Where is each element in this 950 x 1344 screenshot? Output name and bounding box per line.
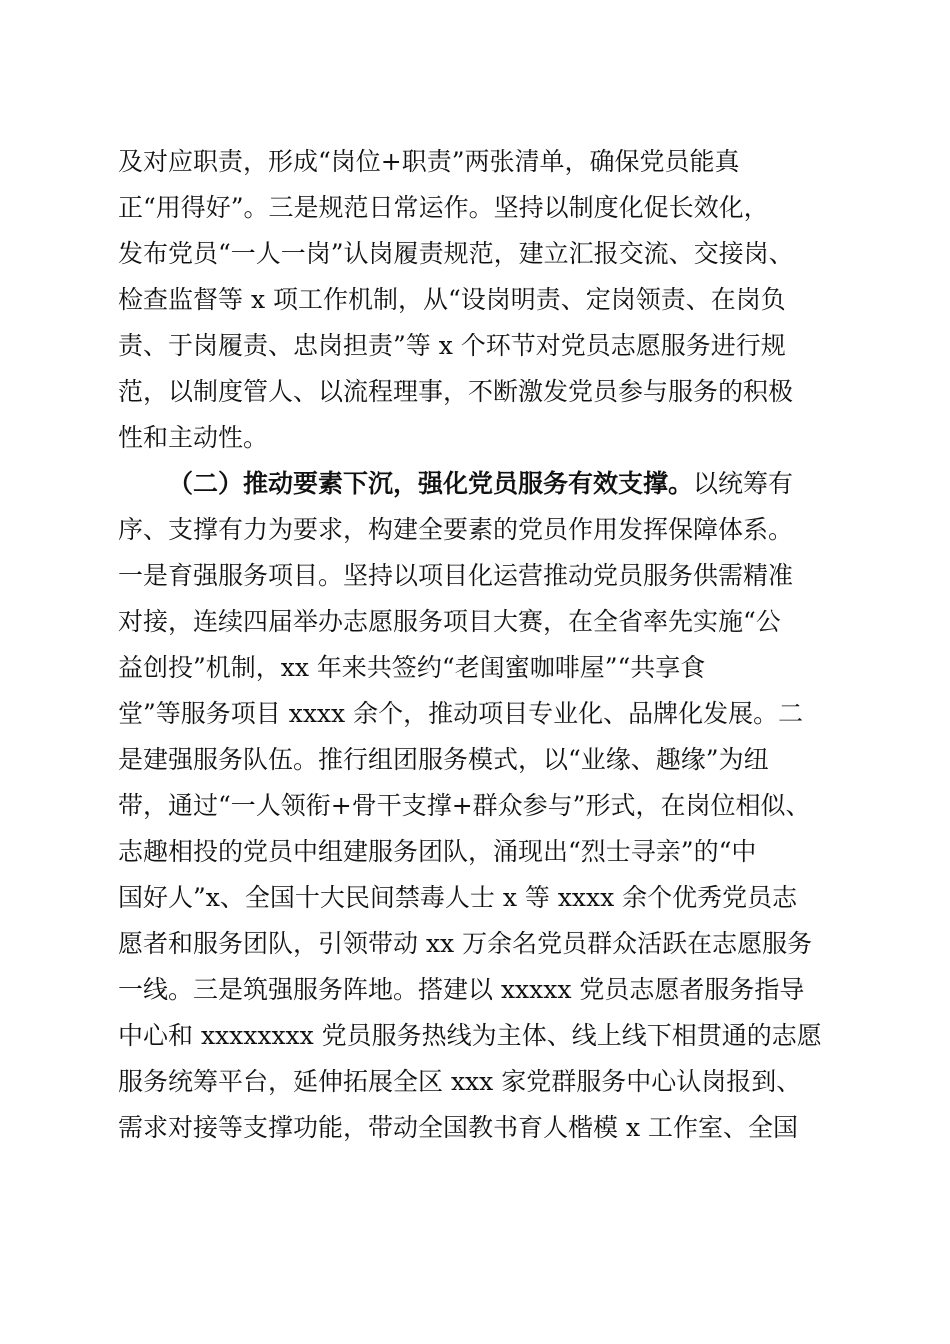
text-line: 志趣相投的党员中组建服务团队，涌现出“烈士寻亲”的“中 <box>118 837 757 866</box>
text-line: 正“用得好”。三是规范日常运作。坚持以制度化促长效化， <box>118 193 769 222</box>
text-line: 需求对接等支撑功能，带动全国教书育人楷模 x 工作室、全国 <box>118 1113 798 1142</box>
section-heading-continuation: 以统筹有 <box>693 469 794 498</box>
text-line: 服务统筹平台，延伸拓展全区 xxx 家党群服务中心认岗报到、 <box>118 1067 802 1096</box>
text-line: 对接，连续四届举办志愿服务项目大赛，在全省率先实施“公 <box>118 607 781 636</box>
text-line: 范，以制度管人、以流程理事，不断激发党员参与服务的积极 <box>118 377 794 406</box>
text-line: 中心和 xxxxxxxx 党员服务热线为主体、线上线下相贯通的志愿 <box>118 1021 822 1050</box>
text-line: 责、于岗履责、忠岗担责”等 x 个环节对党员志愿服务进行规 <box>118 331 786 360</box>
text-line: 检查监督等 x 项工作机制，从“设岗明责、定岗领责、在岗负 <box>118 285 786 314</box>
text-line: 堂”等服务项目 xxxx 余个，推动项目专业化、品牌化发展。二 <box>118 699 804 728</box>
text-line: 愿者和服务团队，引领带动 xx 万余名党员群众活跃在志愿服务 <box>118 929 813 958</box>
text-line: 一线。三是筑强服务阵地。搭建以 xxxxx 党员志愿者服务指导 <box>118 975 805 1004</box>
text-line: 发布党员“一人一岗”认岗履责规范，建立汇报交流、交接岗、 <box>118 239 794 268</box>
text-line: 性和主动性。 <box>118 423 269 452</box>
text-line: 序、支撑有力为要求，构建全要素的党员作用发挥保障体系。 <box>118 515 794 544</box>
text-line: 及对应职责，形成“岗位+职责”两张清单，确保党员能真 <box>118 147 740 176</box>
text-line: 带，通过“一人领衔+骨干支撑+群众参与”形式，在岗位相似、 <box>118 791 811 820</box>
text-line: 是建强服务队伍。推行组团服务模式，以“业缘、趣缘”为纽 <box>118 745 769 774</box>
text-line: 一是育强服务项目。坚持以项目化运营推动党员服务供需精准 <box>118 561 794 590</box>
section-heading: （二）推动要素下沉，强化党员服务有效支撑。 <box>168 469 694 498</box>
section-heading-line <box>168 462 793 506</box>
text-line: 国好人”x、全国十大民间禁毒人士 x 等 xxxx 余个优秀党员志 <box>118 883 798 912</box>
text-line: 益创投”机制，xx 年来共签约“老闺蜜咖啡屋”“共享食 <box>118 653 706 682</box>
